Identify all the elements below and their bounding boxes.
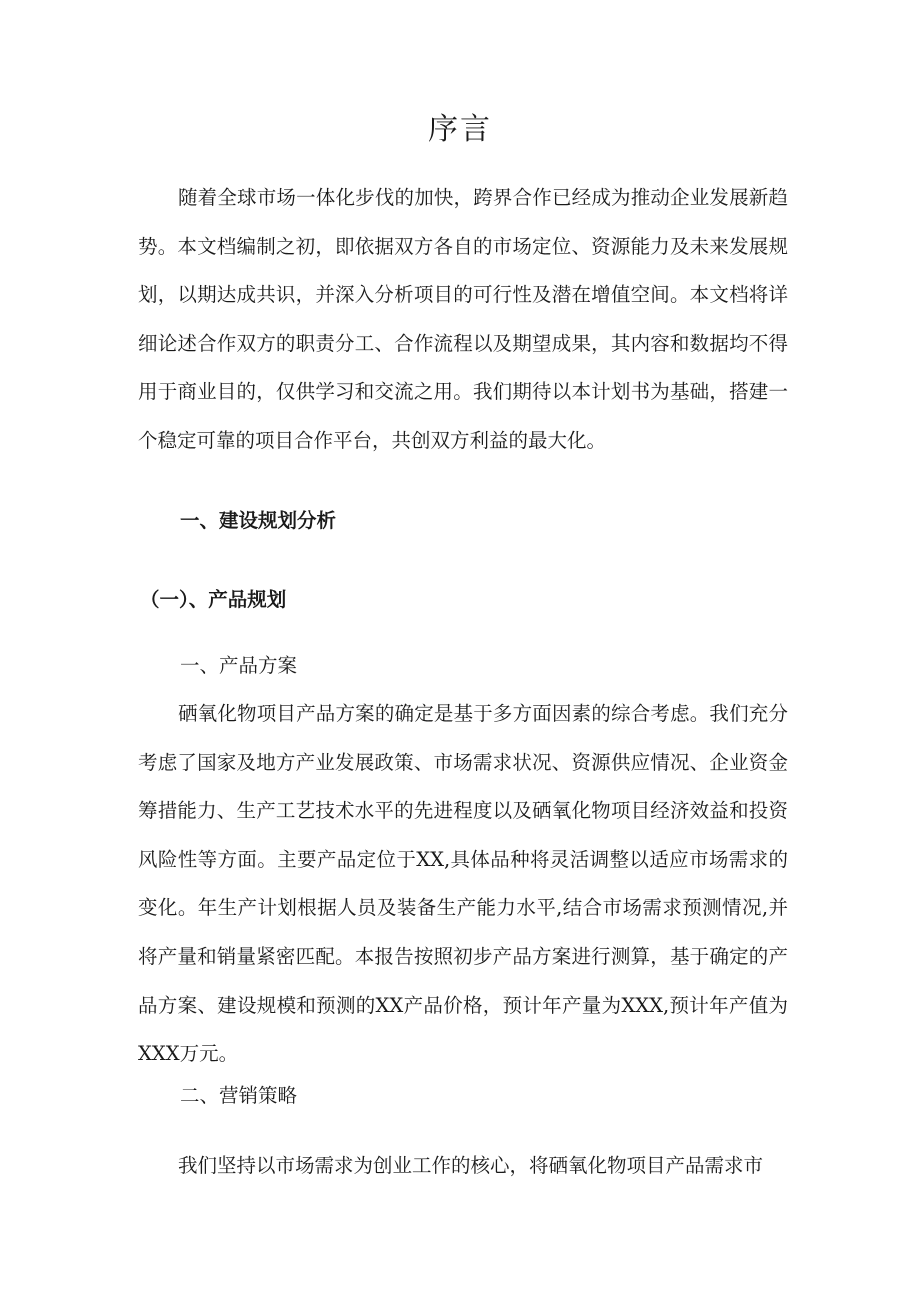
page-title: 序言 — [428, 112, 492, 147]
subsection-heading: （一）、产品规划 — [140, 588, 287, 611]
item-heading-marketing: 二、营销策略 — [180, 1084, 298, 1107]
section-heading: 一、建设规划分析 — [180, 509, 337, 532]
item-heading-product-plan: 一、产品方案 — [180, 654, 298, 677]
marketing-paragraph: 我们坚持以市场需求为创业工作的核心，将硒氧化物项目产品需求市 — [178, 1154, 764, 1177]
product-plan-paragraph: 硒氧化物项目产品方案的确定是基于多方面因素的综合考虑。我们充分考虑了国家及地方产业发展政策、市场需求状况、资源供应情况、企业资金筹措能力、生产工艺技术水平的先进程度以及硒氧化物项目经济效益和投资风险性等方面。主要产品定位于XX,具体品种将灵活调整以适应市场需求的变化。年生产计划根据人员及装备生产能力水平,结合市场需求预测情况,并将产量和销量紧密匹配。本报告按照初步产品方案进行测算，基于确定的产品方案、建设规模和预测的XX产品价格，预计年产量为XXX,预计年产值为XXX万元。 — [138, 702, 788, 1066]
preface-paragraph: 随着全球市场一体化步伐的加快，跨界合作已经成为推动企业发展新趋势。本文档编制之初，即依据双方各自的市场定位、资源能力及未来发展规划，以期达成共识，并深入分析项目的可行性及潜在增值空间。本文档将详细论述合作双方的职责分工、合作流程以及期望成果，其内容和数据均不得用于商业目的，仅供学习和交流之用。我们期待以本计划书为基础，搭建一个稳定可靠的项目合作平台，共创双方利益的最大化。 — [138, 186, 788, 452]
